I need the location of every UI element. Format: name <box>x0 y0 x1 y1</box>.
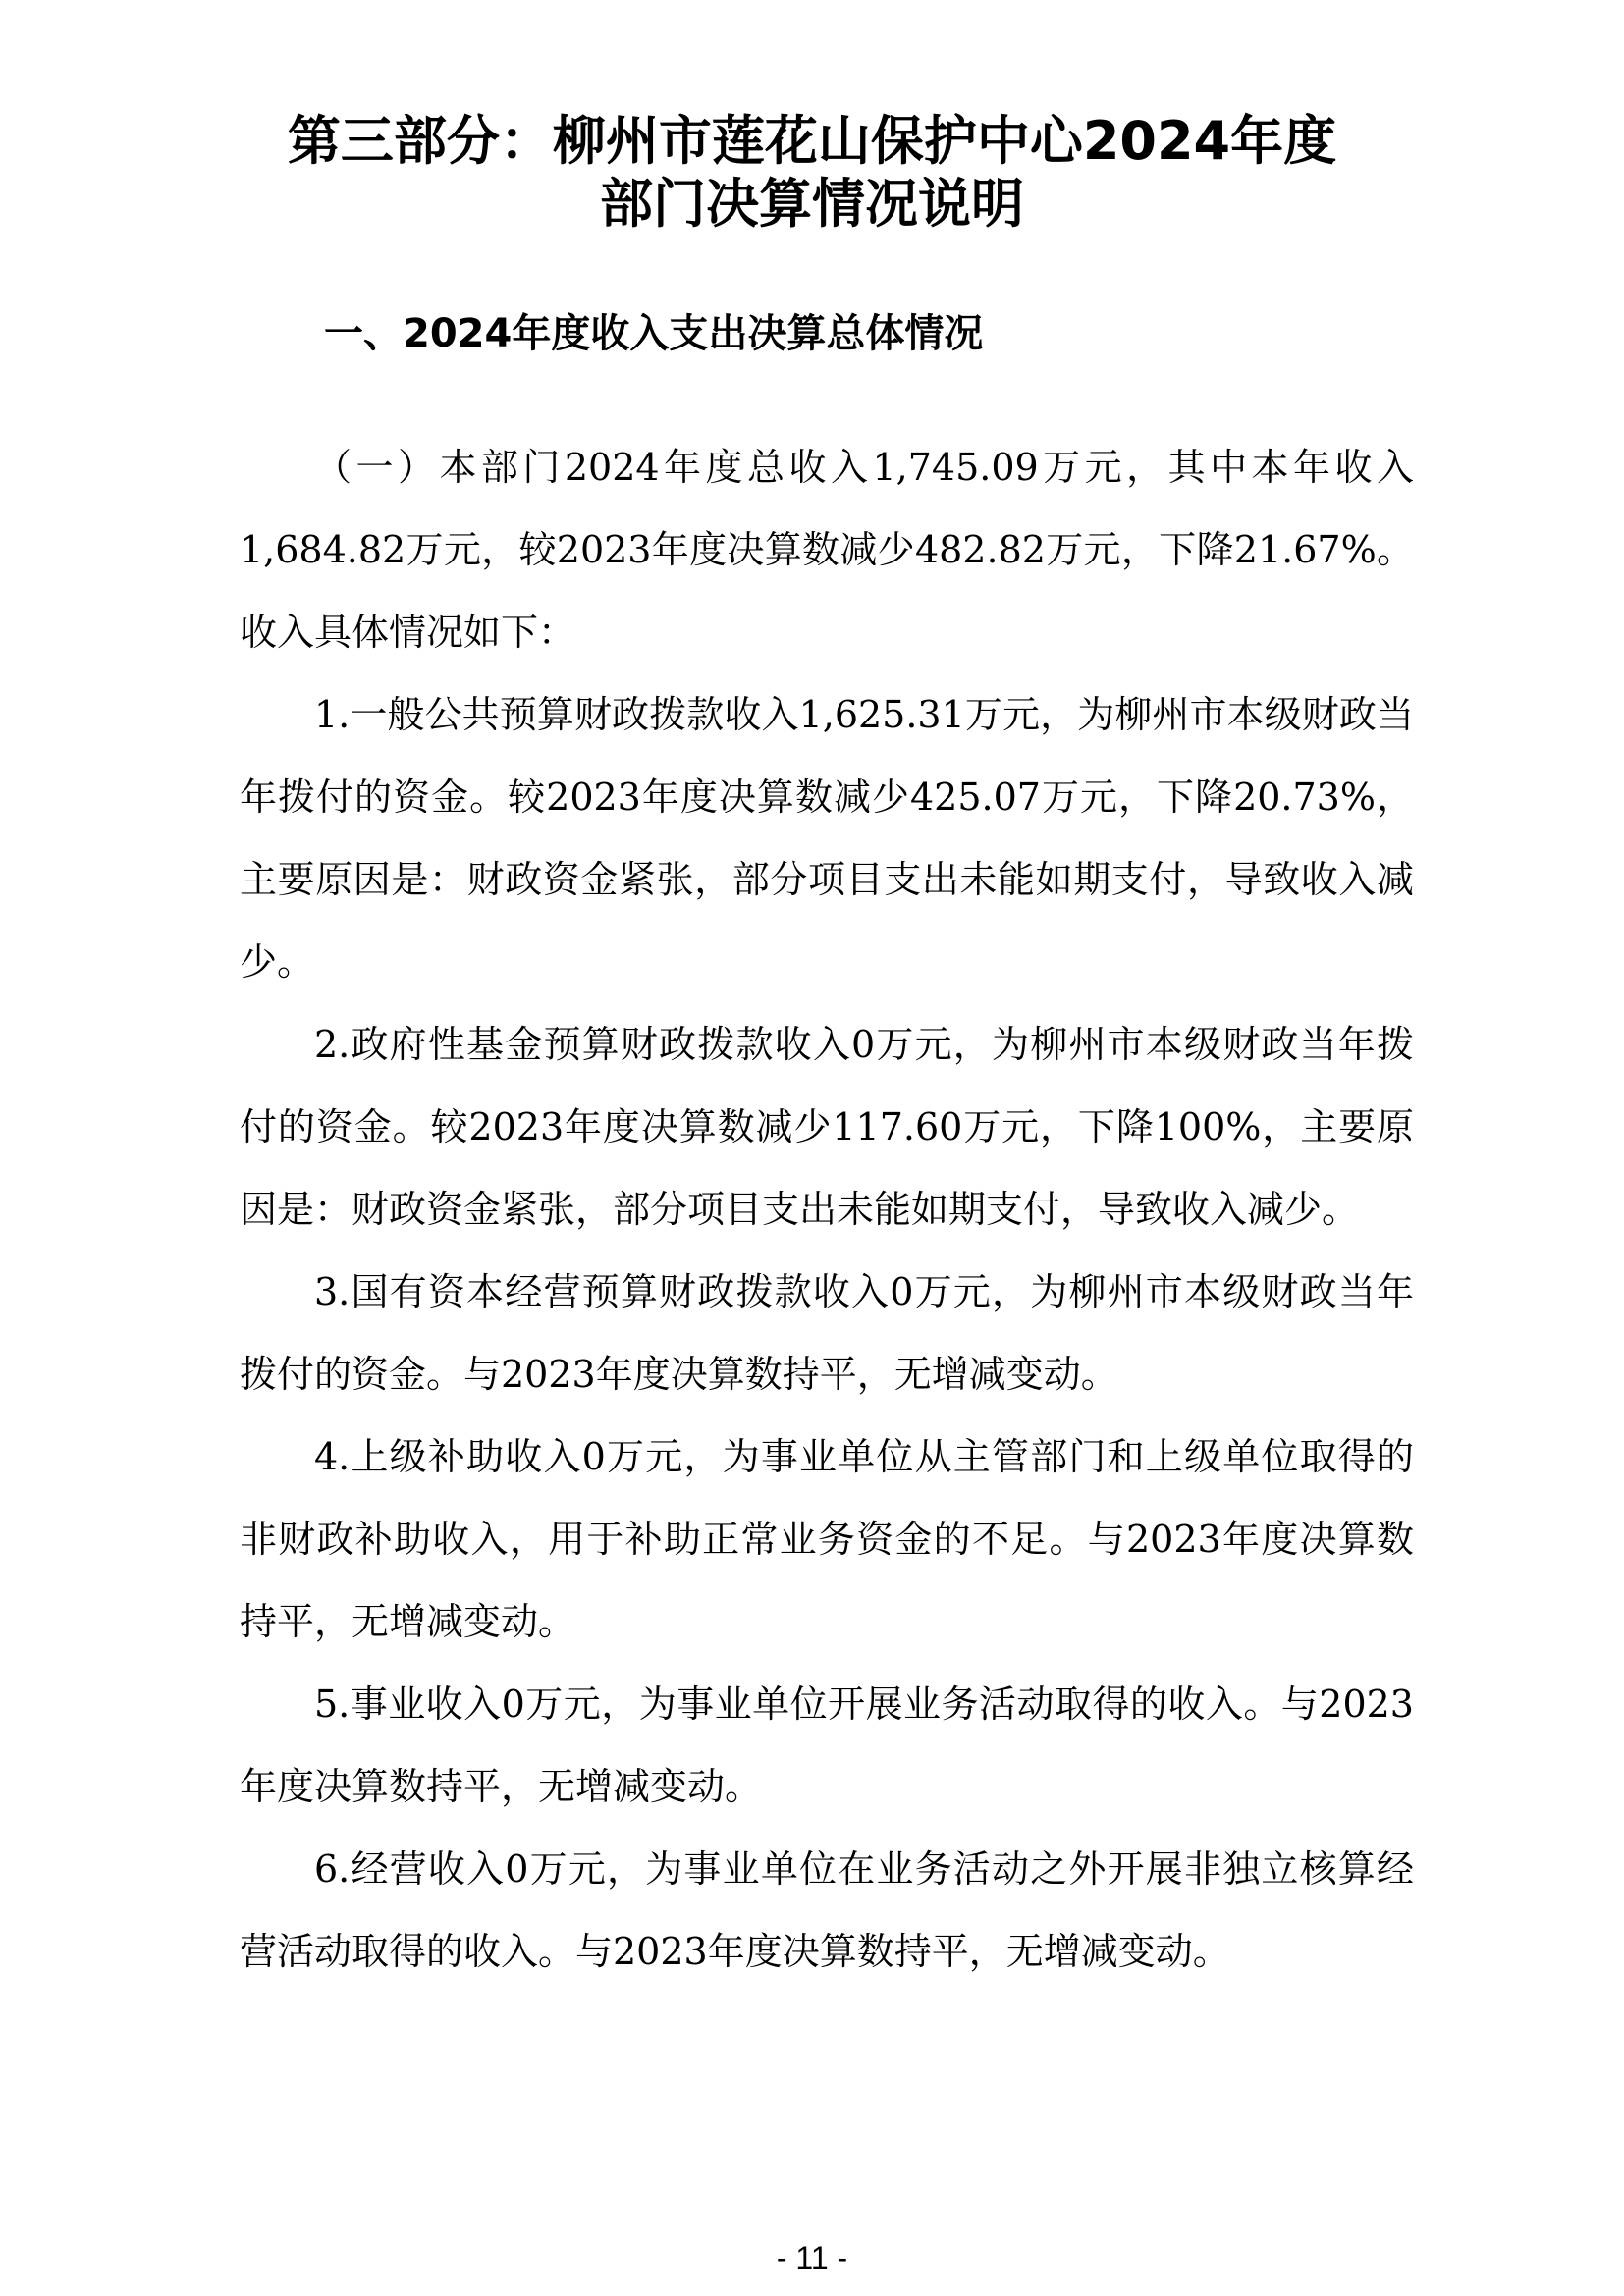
paragraph-government-fund-income: 2.政府性基金预算财政拨款收入0万元，为柳州市本级财政当年拨付的资金。较2023年度决算数减少117.60万元，下降100%，主要原因是：财政资金紧张，部分项目支出未能如期支付，导致收入减少。 <box>240 1023 1414 1231</box>
document-body <box>240 426 1414 1993</box>
document-title-line-1: 第三部分：柳州市莲花山保护中心2024年度 <box>287 110 1337 172</box>
paragraph-total-income: （一）本部门2024年度总收入1,745.09万元，其中本年收入1,684.82万元，较2023年度决算数减少482.82万元，下降21.67%。收入具体情况如下： <box>240 446 1414 654</box>
page-number: - 11 - <box>776 2240 848 2275</box>
paragraph-general-budget-income: 1.一般公共预算财政拨款收入1,625.31万元，为柳州市本级财政当年拨付的资金。较2023年度决算数减少425.07万元，下降20.73%，主要原因是：财政资金紧张，部分项目支出未能如期支付，导致收入减少。 <box>240 693 1414 984</box>
paragraph-state-capital-income: 3.国有资本经营预算财政拨款收入0万元，为柳州市本级财政当年拨付的资金。与2023年度决算数持平，无增减变动。 <box>240 1270 1414 1396</box>
paragraph-operating-income: 6.经营收入0万元，为事业单位在业务活动之外开展非独立核算经营活动取得的收入。与2023年度决算数持平，无增减变动。 <box>240 1847 1414 1973</box>
section-heading: 一、2024年度收入支出决算总体情况 <box>324 311 984 356</box>
document-title-line-2: 部门决算情况说明 <box>600 173 1024 235</box>
paragraph-superior-subsidy-income: 4.上级补助收入0万元，为事业单位从主管部门和上级单位取得的非财政补助收入，用于补助正常业务资金的不足。与2023年度决算数持平，无增减变动。 <box>240 1435 1414 1643</box>
document-title <box>157 110 1467 236</box>
paragraph-business-income: 5.事业收入0万元，为事业单位开展业务活动取得的收入。与2023年度决算数持平，无增减变动。 <box>240 1682 1414 1808</box>
